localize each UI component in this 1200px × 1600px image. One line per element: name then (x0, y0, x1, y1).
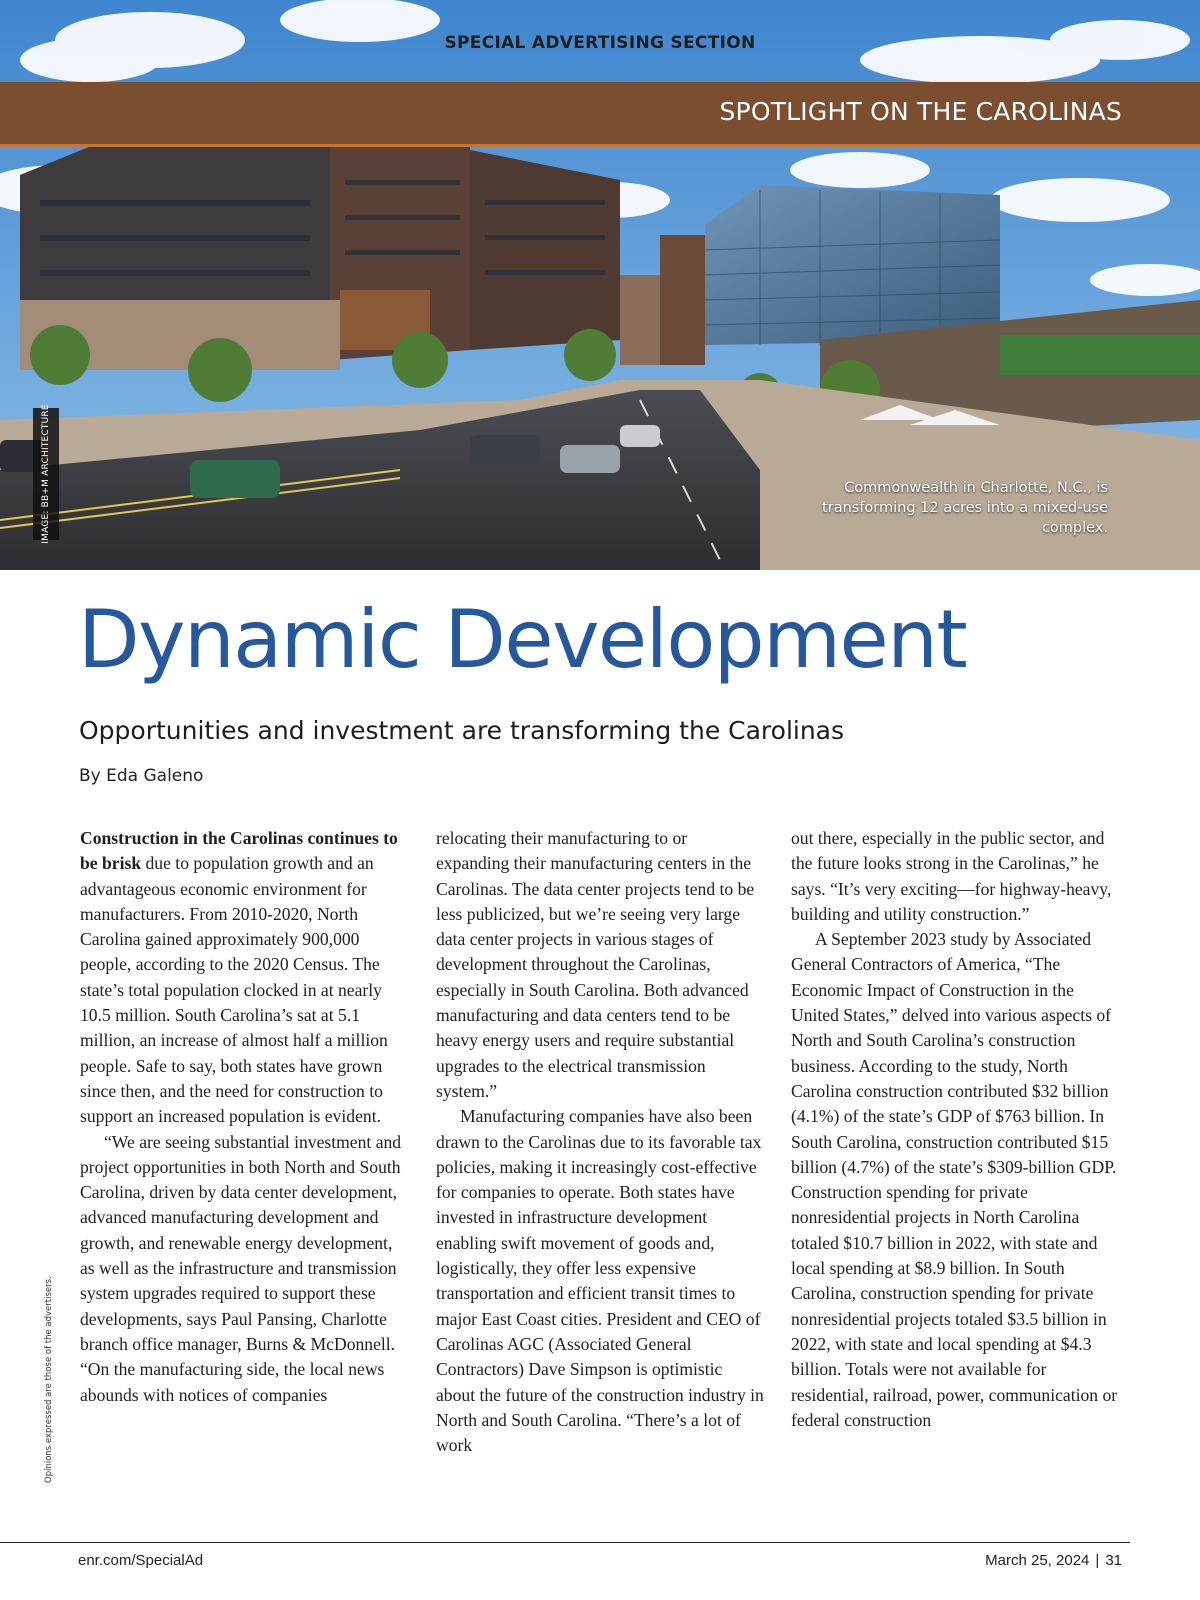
article-column-2 (436, 826, 764, 1458)
article-column-1 (80, 826, 408, 1408)
paragraph: A September 2023 study by Associated General Contractors of America, “The Economic Impact of Construction in the United States,” delved into various aspects of North and South Carolina’s construction business. According to the study, North Carolina construction contributed $32 billion (4.1%) of the state’s GDP of $763 billion. In South Carolina, construction contributed $15 billion (4.7%) of the state’s $309-billion GDP. Construction spending for private nonresidential projects in North Carolina totaled $10.7 billion in 2022, with state and local spending at $8.9 billion. In South Carolina, construction spending for private nonresidential projects totaled $3.5 billion in 2022, with state and local spending at $4.3 billion. Totals were not available for residential, railroad, power, communication or federal construction (791, 929, 1118, 1430)
article-subtitle: Opportunities and investment are transforming the Carolinas (79, 716, 845, 745)
image-credit-text: IMAGE: BB+M ARCHITECTURE (41, 404, 51, 544)
image-credit (33, 404, 59, 544)
footer-divider (0, 1542, 1130, 1543)
paragraph: “We are seeing substantial investment and project opportunities in both North and South Carolina, driven by data center development, advanced manufacturing development and growth, and renewable energy development, as well as the infrastructure and transmission system upgrades required to support these developments, says Paul Pansing, Charlotte branch office manager, Burns & McDonnell. “On the manufacturing side, the local news abounds with notices of companies (80, 1131, 402, 1405)
section-banner (0, 82, 1200, 147)
footer-date-page (985, 1552, 1122, 1569)
article-title: Dynamic Development (78, 593, 967, 686)
paragraph: Manufacturing companies have also been drawn to the Carolinas due to its favorable tax policies, making it increasingly cost-effective for companies to operate. Both states have invested in infrastructure development enabling swift movement of goods and, logistically, they offer less expensive transportation and efficient transit times to major East Coast cities. President and CEO of Carolinas AGC (Associated General Contractors) Dave Simpson is optimistic about the future of the construction industry in North and South Carolina. “There’s a lot of work (436, 1106, 764, 1456)
article-byline: By Eda Galeno (79, 766, 204, 786)
footer-date: March 25, 2024 (985, 1552, 1090, 1569)
special-section-label: SPECIAL ADVERTISING SECTION (444, 33, 756, 53)
banner-title: SPOTLIGHT ON THE CAROLINAS (719, 97, 1122, 126)
paragraph: out there, especially in the public sector, and the future looks strong in the Carolinas,” he says. “It’s very exciting—for highway-heavy, building and utility construction.” (791, 828, 1112, 924)
paragraph: relocating their manufacturing to or expanding their manufacturing centers in the Carolinas. The data center projects tend to be less publicized, but we’re seeing very large data center projects in various stages of development throughout the Carolinas, especially in South Carolina. Both advanced manufacturing and data centers tend to be heavy energy users and require substantial upgrades to the electrical transmission system.” (436, 828, 755, 1101)
article-column-3 (791, 826, 1119, 1433)
hero-image (0, 0, 1200, 570)
disclaimer-note: Opinions expressed are those of the advertisers. (44, 1276, 54, 1483)
image-caption: Commonwealth in Charlotte, N.C., is transforming 12 acres into a mixed-use complex. (822, 480, 1108, 536)
footer-url[interactable]: enr.com/SpecialAd (78, 1552, 204, 1569)
footer-separator: | (1095, 1552, 1100, 1569)
paragraph-text: due to population growth and an advantageous economic environment for manufacturers. From 2010-2020, North Carolina gained approximately 900,000 people, according to the 2020 Census. The state’s total population clocked in at nearly 10.5 million. South Carolina’s sat at 5.1 million, an increase of almost half a million people. Safe to say, both states have grown since then, and the need for construction to support an increased population is evident. (80, 853, 388, 1127)
lead-in: Construction in the Carolinas continues to be brisk (80, 828, 398, 874)
page-number: 31 (1105, 1552, 1122, 1569)
paragraph (80, 826, 408, 1130)
